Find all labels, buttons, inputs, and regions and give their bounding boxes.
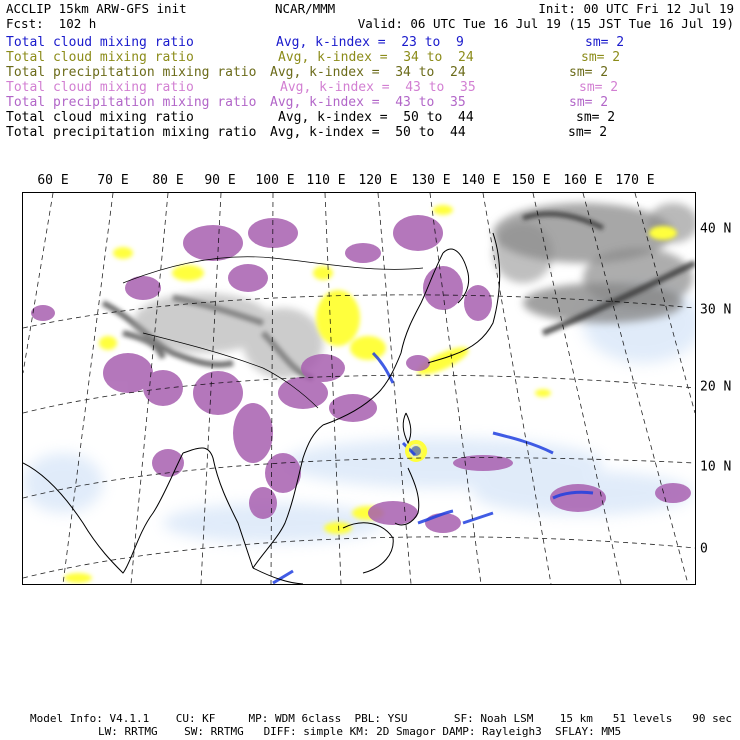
map-canvas: [23, 193, 695, 584]
longitude-label: 100 E: [255, 173, 295, 188]
legend-row: [6, 110, 734, 125]
legend-row: [6, 95, 734, 110]
forecast-hour: Fcst: 102 h: [6, 16, 97, 31]
legend-description: Avg, k-index = 34 to 24: [278, 50, 474, 65]
latitude-label: 40 N: [700, 221, 732, 237]
longitude-label: 70 E: [97, 173, 129, 188]
legend-description: Avg, k-index = 34 to 24: [270, 65, 466, 80]
legend-row: [6, 35, 734, 50]
legend-row: [6, 80, 734, 95]
model-title: ACCLIP 15km ARW-GFS init: [6, 1, 187, 16]
longitude-label: 80 E: [152, 173, 184, 188]
legend-smoothing: sm= 2: [569, 95, 609, 110]
longitude-label: 120 E: [358, 173, 398, 188]
latitude-label: 30 N: [700, 302, 732, 318]
legend-field-name: Total precipitation mixing ratio: [6, 65, 257, 80]
longitude-label: 160 E: [563, 173, 603, 188]
legend-field-name: Total cloud mixing ratio: [6, 35, 194, 50]
longitude-label: 170 E: [615, 173, 655, 188]
legend-field-name: Total cloud mixing ratio: [6, 80, 194, 95]
organization-label: NCAR/MMM: [275, 1, 336, 16]
legend-smoothing: sm= 2: [585, 35, 625, 50]
legend-smoothing: sm= 2: [581, 50, 621, 65]
forecast-map: [22, 192, 696, 585]
latitude-label: 10 N: [700, 459, 732, 475]
longitude-label: 140 E: [461, 173, 501, 188]
legend-smoothing: sm= 2: [579, 80, 619, 95]
legend-description: Avg, k-index = 50 to 44: [270, 125, 466, 140]
legend-smoothing: sm= 2: [568, 125, 608, 140]
model-info-line-2: LW: RRTMG SW: RRTMG DIFF: simple KM: 2D Smagor DAMP: Rayleigh3 SFLAY: MM5: [98, 725, 622, 738]
latitude-label: 20 N: [700, 379, 732, 395]
longitude-label: 110 E: [306, 173, 346, 188]
legend-field-name: Total precipitation mixing ratio: [6, 125, 257, 140]
legend-row: [6, 65, 734, 80]
longitude-label: 150 E: [511, 173, 551, 188]
legend-row: [6, 50, 734, 65]
longitude-label: 130 E: [411, 173, 451, 188]
legend-field-name: Total cloud mixing ratio: [6, 110, 194, 125]
longitude-label: 90 E: [204, 173, 236, 188]
latitude-label: 0: [700, 541, 708, 557]
legend-row: [6, 125, 734, 140]
valid-time: Valid: 06 UTC Tue 16 Jul 19 (15 JST Tue 16 Jul 19): [357, 16, 734, 31]
legend-field-name: Total precipitation mixing ratio: [6, 95, 257, 110]
legend-description: Avg, k-index = 43 to 35: [270, 95, 466, 110]
legend-description: Avg, k-index = 43 to 35: [280, 80, 476, 95]
legend-description: Avg, k-index = 23 to 9: [276, 35, 464, 50]
longitude-label: 60 E: [37, 173, 69, 188]
legend-field-name: Total cloud mixing ratio: [6, 50, 194, 65]
model-info-line-1: Model Info: V4.1.1 CU: KF MP: WDM 6class PBL: YSU SF: Noah LSM 15 km 51 levels 90 sec: [30, 712, 732, 725]
legend-description: Avg, k-index = 50 to 44: [278, 110, 474, 125]
legend-smoothing: sm= 2: [576, 110, 616, 125]
legend-smoothing: sm= 2: [569, 65, 609, 80]
init-time: Init: 00 UTC Fri 12 Jul 19: [538, 1, 734, 16]
